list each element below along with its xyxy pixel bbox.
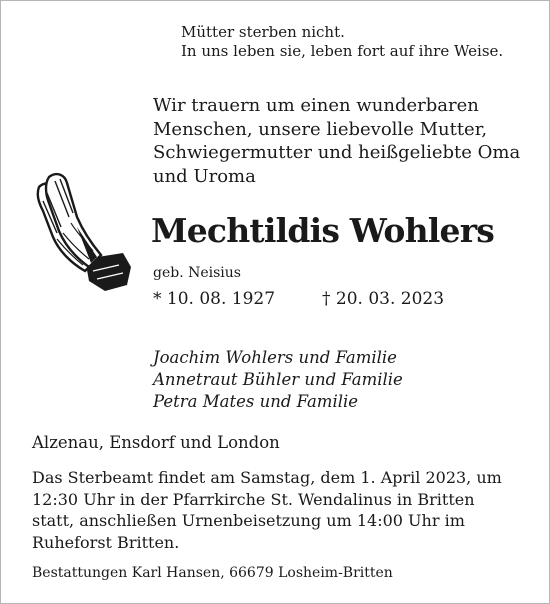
mourner-locations: Alzenau, Ensdorf und London <box>32 433 280 452</box>
mourner-entry: Joachim Wohlers und Familie <box>153 348 397 367</box>
intro-line: Wir trauern um einen wunderbaren <box>153 95 479 116</box>
birth-date: * 10. 08. 1927 <box>153 289 276 309</box>
death-date: † 20. 03. 2023 <box>322 289 445 309</box>
intro-line: Schwiegermutter und heißgeliebte Oma <box>153 142 521 163</box>
mourner-entry: Annetraut Bühler und Familie <box>153 370 403 389</box>
praying-hands-icon <box>27 167 137 295</box>
undertaker-info: Bestattungen Karl Hansen, 66679 Losheim-Britten <box>32 565 393 581</box>
mourner-entry: Petra Mates und Familie <box>153 392 359 411</box>
motto-quote <box>181 23 503 61</box>
service-line: Ruheforst Britten. <box>32 532 180 552</box>
service-details <box>32 467 502 553</box>
motto-line: Mütter sterben nicht. <box>181 23 345 41</box>
birth-name: geb. Neisius <box>153 265 241 281</box>
service-line: Das Sterbeamt findet am Samstag, dem 1. April 2023, um <box>32 468 502 487</box>
deceased-name: Mechtildis Wohlers <box>151 211 495 250</box>
motto-line: In uns leben sie, leben fort auf ihre Weise. <box>181 42 504 60</box>
service-line: 12:30 Uhr in der Pfarrkirche St. Wendalinus in Britten <box>32 489 475 509</box>
service-line: statt, anschließen Urnenbeisetzung um 14:00 Uhr im <box>32 511 465 530</box>
mourners-list <box>153 347 403 413</box>
intro-line: Menschen, unsere liebevolle Mutter, <box>153 118 488 140</box>
intro-text <box>153 94 520 188</box>
intro-line: und Uroma <box>153 165 256 187</box>
